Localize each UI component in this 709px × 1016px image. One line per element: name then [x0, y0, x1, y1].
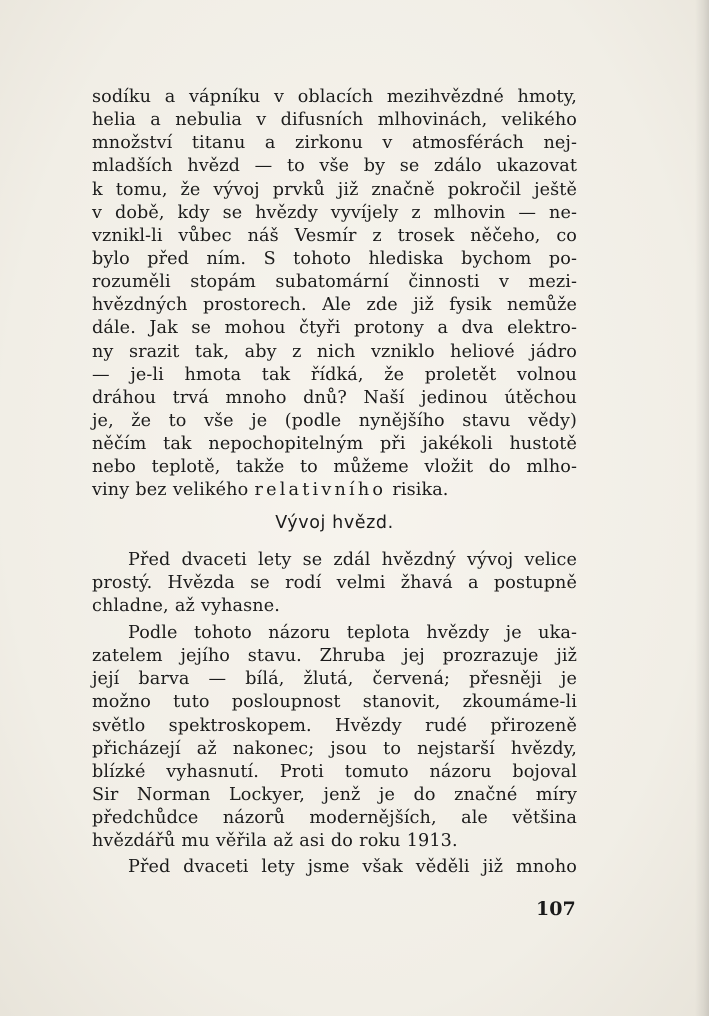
text-line: hvězdných prostorech. Ale zde již fysik nemůže [92, 295, 577, 316]
text-line: bylo před ním. S tohoto hlediska bychom po- [92, 248, 577, 269]
page-number: 107 [536, 898, 576, 920]
text-line: je, že to vše je (podle nynějšího stavu vědy) [92, 410, 577, 431]
text-line: v době, kdy se hvězdy vyvíjely z mlhovin — ne- [92, 202, 577, 223]
text-line: přicházejí až nakonec; jsou to nejstarší hvězdy, [92, 738, 577, 759]
text-line: ny srazit tak, aby z nich vzniklo heliové jádro [92, 341, 577, 362]
text-line: rozuměli stopám subatomární činnosti v mezi- [92, 272, 577, 293]
text-line: mladších hvězd — to vše by se zdálo ukazovat [92, 156, 577, 177]
text-line: dále. Jak se mohou čtyři protony a dva elektro- [92, 318, 577, 339]
text-line: množství titanu a zirkonu v atmosférách nej- [92, 133, 577, 154]
text-line: Před dvaceti lety jsme však věděli již mnoho [128, 857, 577, 877]
text-line: její barva — bílá, žlutá, červená; přesněji je [92, 669, 577, 690]
page-edge-shadow [695, 0, 709, 1016]
paragraph [92, 549, 577, 618]
text-line: vznikl-li vůbec náš Vesmír z trosek něčeho, co [92, 225, 577, 246]
text-line: blízké vyhasnutí. Proti tomuto názoru bojoval [92, 761, 577, 782]
paragraph [92, 622, 577, 853]
paragraph-continuation [92, 86, 577, 503]
text-line: zatelem jejího stavu. Zhruba jej prozrazuje již [92, 646, 577, 667]
text-line: — je-li hmota tak řídká, že proletět volnou [92, 364, 577, 385]
text-line: dráhou trvá mnoho dnů? Naší jedinou útěchou [92, 387, 577, 408]
text-line: sodíku a vápníku v oblacích mezihvězdné hmoty, [92, 87, 577, 107]
section-heading: Vývoj hvězd. [275, 513, 394, 533]
paragraph [92, 856, 577, 879]
text-line: hvězdářů mu věřila až asi do roku 1913. [92, 831, 458, 852]
text-line: možno tuto posloupnost stanovit, zkoumáme-li [92, 692, 577, 713]
spaced-emphasis: relativního [254, 480, 387, 501]
text-line: helia a nebulia v difusních mlhovinách, velikého [92, 110, 577, 131]
text-fragment: risika. [392, 480, 449, 501]
text-line: chladne, až vyhasne. [92, 596, 280, 617]
text-line: nebo teplotě, takže to můžeme vložit do mlho- [92, 457, 577, 478]
text-line-last [92, 479, 577, 502]
text-line: předchůdce názorů modernějších, ale většina [92, 808, 577, 829]
text-line: Před dvaceti lety se zdál hvězdný vývoj velice [128, 550, 577, 570]
text-line: světlo spektroskopem. Hvězdy rudé přirozeně [92, 715, 577, 736]
text-fragment: viny bez velikého [92, 480, 249, 501]
text-line: něčím tak nepochopitelným při jakékoli hustotě [92, 434, 577, 455]
text-line: prostý. Hvězda se rodí velmi žhavá a postupně [92, 573, 577, 594]
text-line: Podle tohoto názoru teplota hvězdy je uka- [128, 623, 577, 643]
text-line: Sir Norman Lockyer, jenž je do značné míry [92, 784, 577, 805]
text-line: k tomu, že vývoj prvků již značně pokročil ještě [92, 179, 577, 200]
